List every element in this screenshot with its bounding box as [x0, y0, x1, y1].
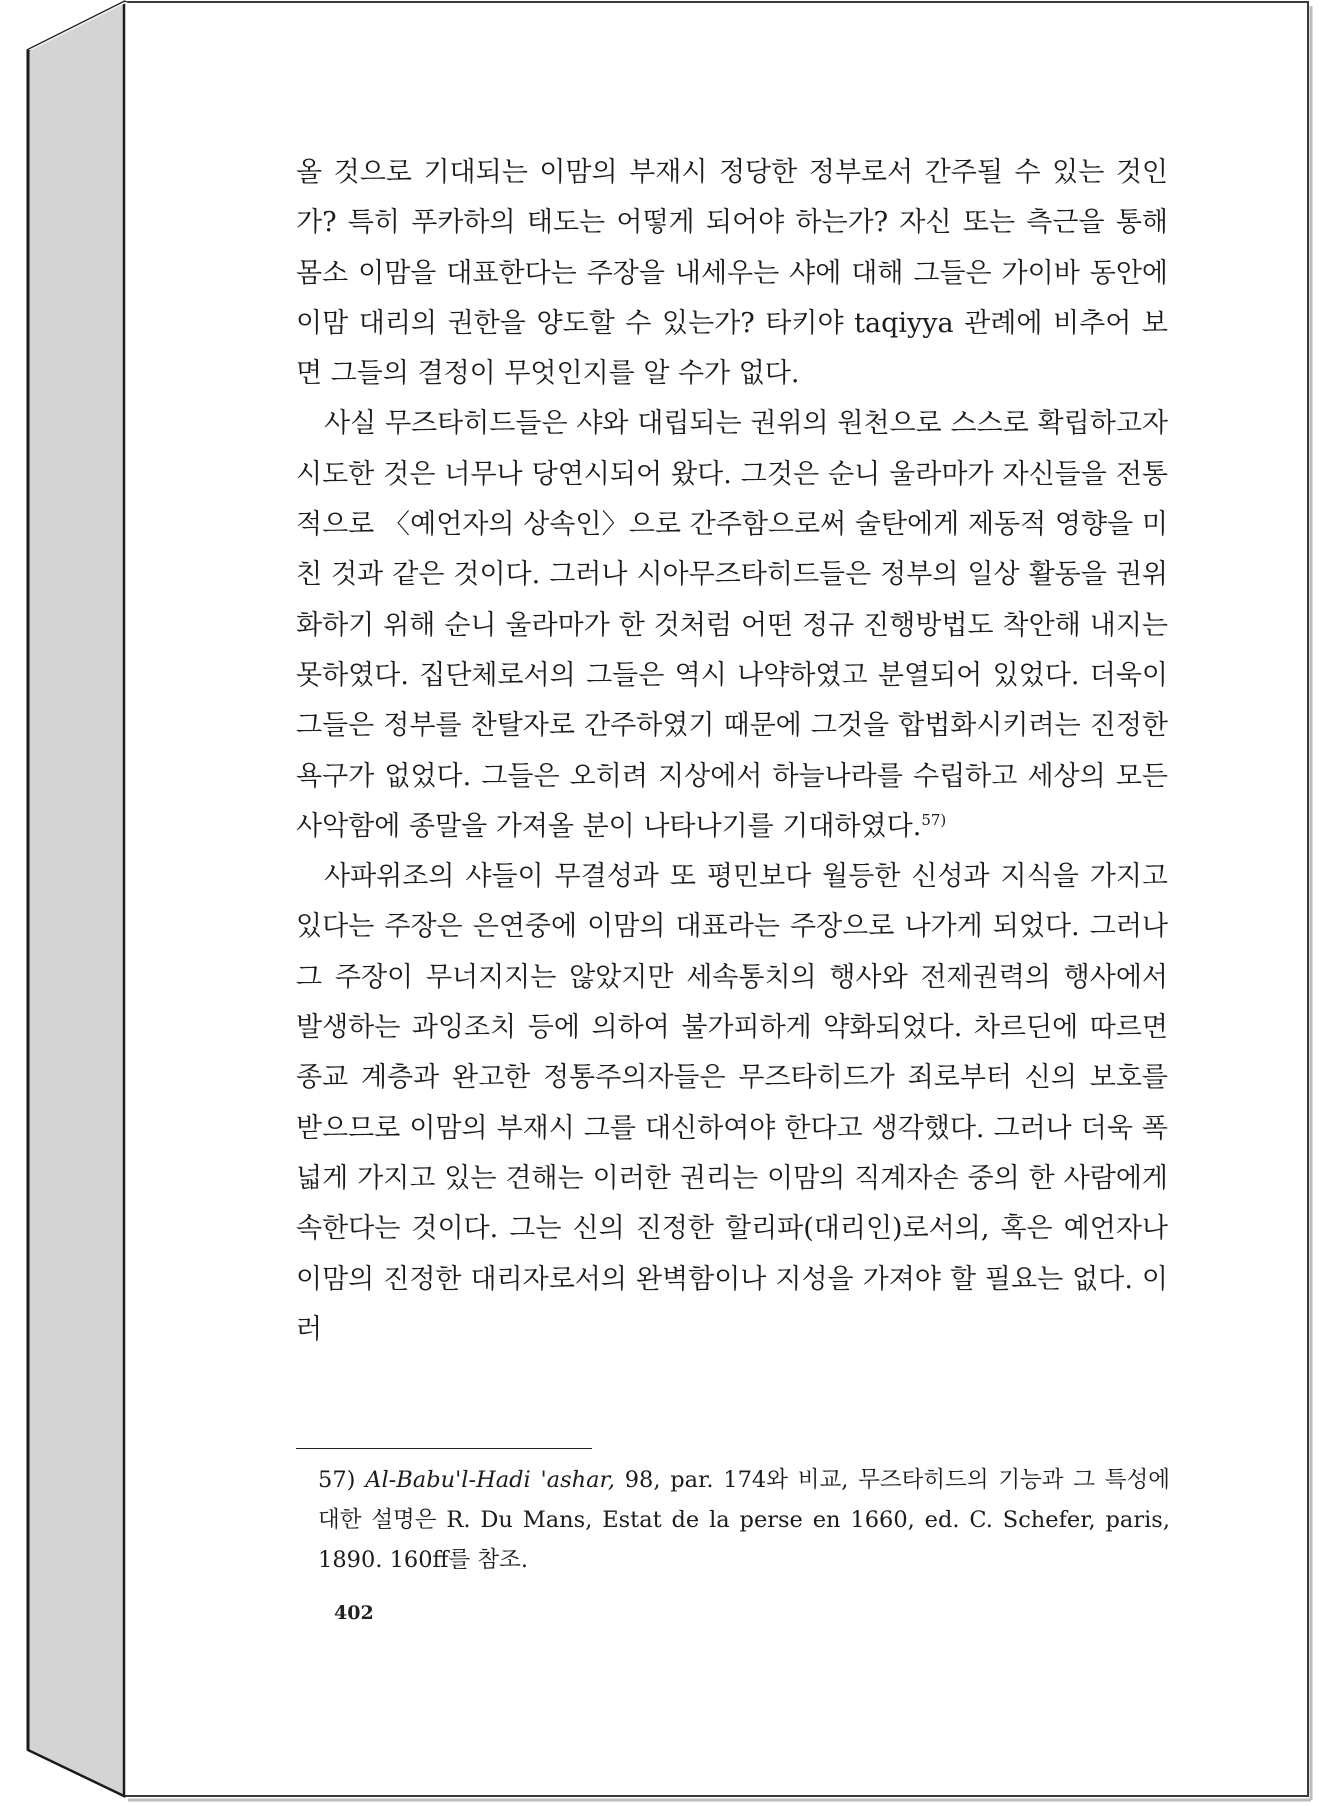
footnote-text: 98, par. 174와 비교, 무즈타히드의 기능과 그 특성에 대한 설명은 R. Du Mans, Estat de la perse en 1660, ed. C. Schefer, paris, 1890. 160ff를 참조.	[318, 1467, 1170, 1573]
footnote-reference: 57)	[921, 810, 947, 829]
footnote-number: 57)	[318, 1467, 356, 1493]
footnote-title: Al-Babu'l-Hadi 'ashar,	[365, 1467, 615, 1493]
paragraph-2	[296, 399, 1168, 852]
paragraph-3: 사파위조의 샤들이 무결성과 또 평민보다 월등한 신성과 지식을 가지고 있다는 주장은 은연중에 이맘의 대표라는 주장으로 나가게 되었다. 그러나 그 주장이 무너지지는 않았지만 세속통치의 행사와 전제권력의 행사에서 발생하는 과잉조치 등에 의하여 불가피하게 약화되었다. 차르딘에 따르면 종교 계층과 완고한 정통주의자들은 무즈타히드가 죄로부터 신의 보호를 받으므로 이맘의 부재시 그를 대신하여야 한다고 생각했다. 그러나 더욱 폭넓게 가지고 있는 견해는 이러한 권리는 이맘의 직계자손 중의 한 사람에게 속한다는 것이다. 그는 신의 진정한 할리파(대리인)로서의, 혹은 예언자나 이맘의 진정한 대리자로서의 완벽함이나 지성을 가져야 할 필요는 없다. 이러	[296, 861, 1168, 1345]
body-text	[296, 148, 1168, 1355]
footnote-divider	[296, 1448, 592, 1449]
footnote	[318, 1460, 1170, 1580]
paragraph-1: 올 것으로 기대되는 이맘의 부재시 정당한 정부로서 간주될 수 있는 것인가? 특히 푸카하의 태도는 어떻게 되어야 하는가? 자신 또는 측근을 통해 몸소 이맘을 대표한다는 주장을 내세우는 샤에 대해 그들은 가이바 동안에 이맘 대리의 권한을 양도할 수 있는가? 타키야 taqiyya 관례에 비추어 보면 그들의 결정이 무엇인지를 알 수가 없다.	[296, 157, 1168, 390]
page-number: 402	[334, 1602, 374, 1624]
paragraph-2-text: 사실 무즈타히드들은 샤와 대립되는 권위의 원천으로 스스로 확립하고자 시도한 것은 너무나 당연시되어 왔다. 그것은 순니 울라마가 자신들을 전통적으로 〈예언자의 상속인〉으로 간주함으로써 술탄에게 제동적 영향을 미친 것과 같은 것이다. 그러나 시아무즈타히드들은 정부의 일상 활동을 권위화하기 위해 순니 울라마가 한 것처럼 어떤 정규 진행방법도 착안해 내지는 못하였다. 집단체로서의 그들은 역시 나약하였고 분열되어 있었다. 더욱이 그들은 정부를 찬탈자로 간주하였기 때문에 그것을 합법화시키려는 진정한 욕구가 없었다. 그들은 오히려 지상에서 하늘나라를 수립하고 세상의 모든 사악함에 종말을 가져올 분이 나타나기를 기대하였다.	[296, 408, 1168, 842]
